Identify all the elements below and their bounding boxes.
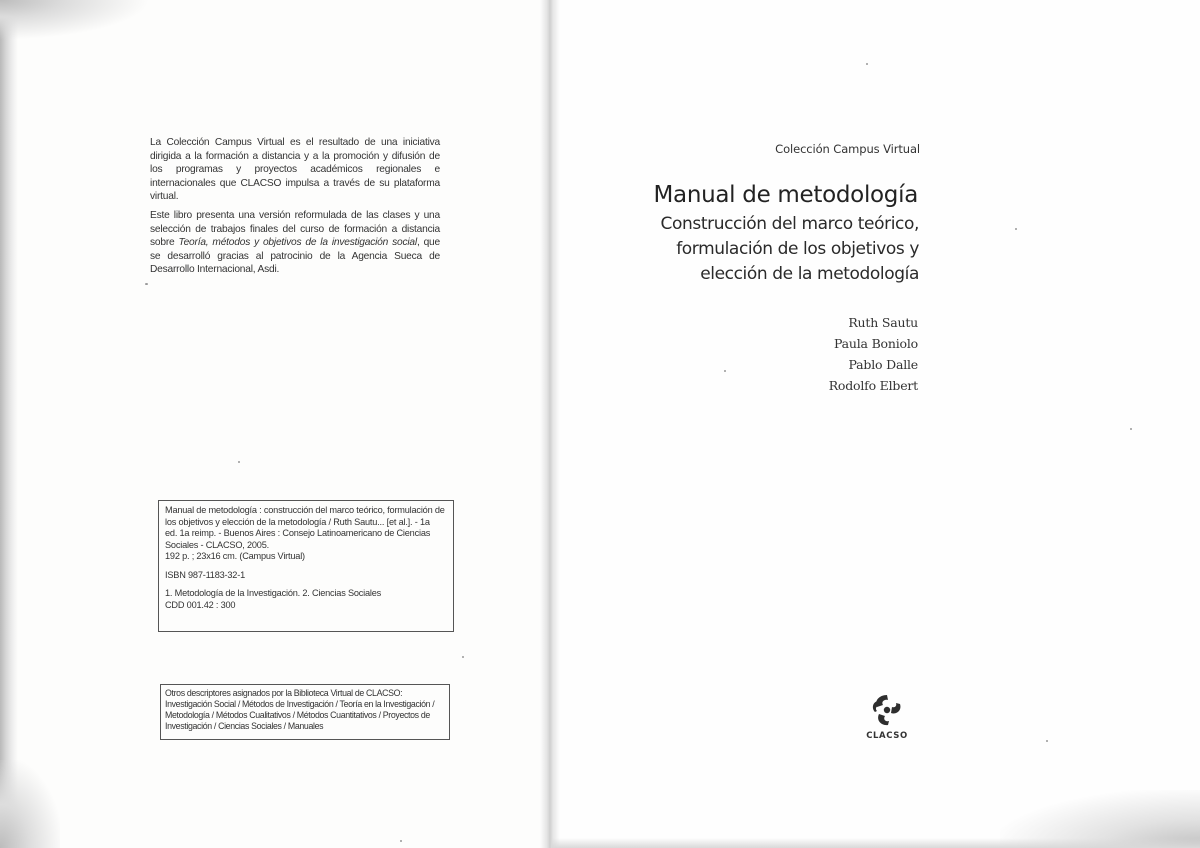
publisher-logo-text: CLACSO: [866, 731, 908, 741]
book-gutter: [540, 0, 560, 848]
scan-speck: [724, 370, 726, 372]
catalog-subjects: 1. Metodología de la Investigación. 2. Ciencias Sociales: [165, 588, 382, 598]
author-name: Paula Boniolo: [834, 336, 918, 351]
scan-speck: [1046, 740, 1048, 742]
catalog-line: Manual de metodología : construcción del marco teórico, formulación de: [165, 505, 445, 515]
subtitle-line: Construcción del marco teórico,: [660, 214, 919, 234]
book-subtitle: [579, 212, 919, 287]
catalog-line: Sociales - CLACSO, 2005.: [165, 539, 269, 550]
scan-speck: [145, 283, 148, 285]
scan-speck: [1015, 228, 1017, 230]
scan-corner-shadow: [0, 760, 60, 848]
scan-speck: [1130, 428, 1132, 430]
catalog-line: los objetivos y elección de la metodología / Ruth Sautu... [et al.]. - 1a: [165, 516, 430, 527]
book-title: Manual de metodología: [653, 182, 918, 208]
catalog-line: 192 p. ; 23x16 cm. (Campus Virtual): [165, 551, 305, 561]
author-list: [718, 312, 918, 396]
subtitle-line: formulación de los objetivos y: [676, 239, 919, 259]
descriptors-line: Otros descriptores asignados por la Biblioteca Virtual de CLACSO:: [165, 688, 403, 698]
left-page-edge-shadow: [0, 0, 18, 848]
author-name: Rodolfo Elbert: [828, 378, 918, 393]
collection-name: Colección Campus Virtual: [775, 142, 920, 156]
left-page: [0, 0, 548, 848]
author-name: Pablo Dalle: [848, 357, 918, 372]
catalog-isbn: ISBN 987-1183-32-1: [165, 569, 245, 580]
course-title-italic: Teoría, métodos y objetivos de la investigación social: [178, 237, 417, 249]
descriptors-line: Metodología / Métodos Cualitativos / Métodos Cuantitativos / Proyectos de: [165, 710, 430, 720]
scan-speck: [462, 656, 464, 658]
scan-corner-shadow: [0, 0, 150, 40]
descriptors-box: [160, 684, 450, 740]
catalog-record-box: [158, 500, 454, 632]
scan-bottom-edge: [552, 838, 1200, 848]
colophon-paragraph-1: La Colección Campus Virtual es el resultado de una iniciativa dirigida a la formación a distancia y a la promoción y difusión de los programas y proyectos académicos regionales e internacionales que CLACSO impulsa a través de su plataforma virtual.: [150, 137, 440, 203]
descriptors-line: Investigación Social / Métodos de Investigación / Teoría en la Investigación /: [165, 699, 435, 709]
scan-speck: [400, 840, 402, 842]
colophon-text: [150, 136, 440, 282]
scan-speck: [866, 63, 868, 65]
catalog-line: ed. 1a reimp. - Buenos Aires : Consejo Latinoamericano de Ciencias: [165, 528, 431, 538]
colophon-paragraph-2: [150, 209, 440, 277]
subtitle-line: elección de la metodología: [700, 264, 919, 284]
colophon-paragraph-2-start: Este libro presenta una versión reformulada de las clases y una selección de trabajos finales del curso de formación a distancia sobre: [150, 209, 440, 249]
scan-speck: [238, 461, 240, 463]
author-name: Ruth Sautu: [848, 315, 918, 330]
colophon-paragraph-2-end: , que se desarrolló gracias al patrocinio de la Agencia Sueca de Desarrollo Internacional, Asdi.: [150, 237, 440, 276]
descriptors-line: Investigación / Ciencias Sociales / Manuales: [165, 721, 324, 731]
catalog-cdd: CDD 001.42 : 300: [165, 599, 236, 610]
